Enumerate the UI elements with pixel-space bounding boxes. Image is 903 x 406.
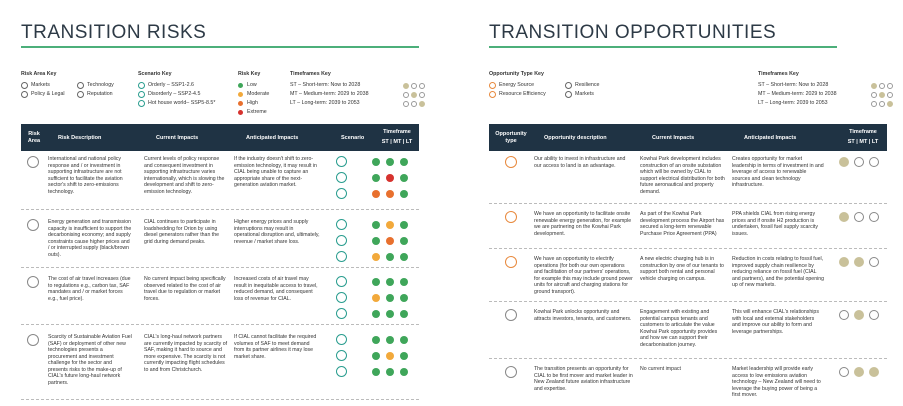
risk-rating-low <box>400 278 408 286</box>
risk-rating-low <box>386 158 394 166</box>
mt-indicator-icon <box>869 92 893 98</box>
scenario-key <box>138 70 233 108</box>
key-label: Disorderly – SSP2-4.5 <box>148 91 201 97</box>
risk-rating-low <box>386 294 394 302</box>
risk-rating-low <box>372 278 380 286</box>
timeframe-indicator <box>869 157 879 167</box>
key-label: MT – Medium-term: 2029 to 2038 <box>758 91 837 97</box>
risk-rating-low <box>400 237 408 245</box>
key-label: Markets <box>31 82 50 88</box>
risk-rating-low <box>386 336 394 344</box>
hothouse-icon <box>336 308 347 319</box>
markets-icon <box>21 82 28 89</box>
col-timeframe: Timeframe <box>383 129 411 135</box>
hothouse-icon <box>336 366 347 377</box>
energy-source-icon <box>505 156 517 168</box>
risk-rating-low <box>372 352 380 360</box>
risk-rating-low <box>372 336 380 344</box>
orderly-icon <box>336 156 347 167</box>
risk-rating-high <box>372 190 380 198</box>
row-current: Current levels of policy response and consequent investment in supporting infrastructure varies internationally, which is slowing the development and shift to zero-emission technology. <box>144 156 225 195</box>
risk-rating-low <box>372 237 380 245</box>
risk-rating-high <box>386 237 394 245</box>
risk-area-key-heading: Risk Area Key <box>21 71 57 77</box>
key-label: Reputation <box>87 91 113 97</box>
risk-rating-low <box>400 253 408 261</box>
row-description: We have an opportunity to facilitate onsite renewable energy generation, for example we are partnering on the Kowhai Park development. <box>534 211 632 237</box>
risk-rating-low <box>372 174 380 182</box>
key-label: Technology <box>87 82 114 88</box>
timeframe-indicator <box>869 310 879 320</box>
transition-risks-page <box>10 0 440 406</box>
col-timeframe: Timeframe <box>849 129 877 135</box>
key-label: Moderate <box>247 91 270 97</box>
key-label: MT – Medium-term: 2029 to 2038 <box>290 91 369 97</box>
risk-rating-moderate <box>386 352 394 360</box>
moderate-dot <box>238 92 243 97</box>
risk-rating-low <box>400 294 408 302</box>
resource-efficiency-icon <box>489 91 496 98</box>
markets-icon <box>565 91 572 98</box>
timeframe-indicator <box>839 157 849 167</box>
col-opportunity-description: Opportunity description <box>544 134 607 141</box>
risk-rating-low <box>386 310 394 318</box>
reputation-icon <box>77 91 84 98</box>
disorderly-icon <box>336 292 347 303</box>
key-label: Orderly – SSP1-2.6 <box>148 82 194 88</box>
orderly-icon <box>336 219 347 230</box>
disorderly-icon <box>138 91 145 98</box>
extreme-dot <box>238 110 243 115</box>
risk-rating-low <box>400 190 408 198</box>
key-label: Hot house world– SSP5-8.5* <box>148 100 216 106</box>
timeframe-indicator <box>839 367 849 377</box>
energy-source-icon <box>505 211 517 223</box>
col-current-impacts: Current Impacts <box>156 134 199 141</box>
timeframe-indicator <box>869 212 879 222</box>
timeframe-indicator <box>839 212 849 222</box>
high-dot <box>238 101 243 106</box>
opportunity-type-key-heading: Opportunity Type Key <box>489 71 544 77</box>
lt-indicator-icon <box>869 101 893 107</box>
timeframe-indicator <box>854 157 864 167</box>
title-divider <box>21 46 419 48</box>
orderly-icon <box>336 334 347 345</box>
risk-key <box>238 70 283 117</box>
row-description: The transition presents an opportunity for CIAL to be first mover and market leader in New Zealand future aviation infrastructure and expertise. <box>534 366 633 392</box>
row-current: CIAL's long-haul network partners are currently impacted by scarcity of SAF, making it hard to source and more expensive. The scarcity is not currently impacting flight schedules to and from Christchurch. <box>144 334 228 373</box>
risk-rating-low <box>400 174 408 182</box>
title-divider <box>489 46 837 48</box>
technology-icon <box>27 219 39 231</box>
row-current: Kowhai Park development includes construction of an onsite substation which will be owned by CIAL to support electrical distribution for both future aeronautical and property demand. <box>640 156 725 195</box>
row-current: A new electric charging hub is in construction by one of our tenants to support both rental and personal vehicle charging on campus. <box>640 256 724 282</box>
row-anticipated: Increased costs of air travel may result in inequitable access to travel, reduced demand, and consequent loss of revenue for CIAL. <box>234 276 318 302</box>
key-label: LT – Long-term: 2039 to 2053 <box>290 100 360 106</box>
disorderly-icon <box>336 235 347 246</box>
transition-opportunities-page <box>478 0 903 406</box>
key-label: Energy Source <box>499 82 535 88</box>
opportunities-table-header <box>489 124 887 151</box>
low-dot <box>238 83 243 88</box>
timeframe-indicator <box>854 310 864 320</box>
technology-icon <box>27 334 39 346</box>
risk-rating-low <box>400 158 408 166</box>
key-label: Extreme <box>247 109 267 115</box>
risk-rating-low <box>372 158 380 166</box>
risk-rating-low <box>400 221 408 229</box>
risk-rating-low <box>386 253 394 261</box>
risk-rating-moderate <box>386 221 394 229</box>
col-timeframe-sub: ST | MT | LT <box>847 139 879 145</box>
row-anticipated: Market leadership will provide early access to low emissions aviation technology – New Zealand will need to leverage the buying power of being a first mover. <box>732 366 821 398</box>
risks-table-header <box>21 124 419 151</box>
risk-rating-low <box>372 368 380 376</box>
timeframes-key <box>290 70 425 108</box>
risk-rating-low <box>372 221 380 229</box>
row-anticipated: Creates opportunity for market leadership in terms of investment in and leverage of access to renewable sources and clean technology infrastructure. <box>732 156 824 188</box>
timeframe-indicator <box>854 367 864 377</box>
row-anticipated: If CIAL cannot facilitate the required volumes of SAF to meet demand from its partner airlines it may lose market share. <box>234 334 317 360</box>
row-current: As part of the Kowhai Park development process the Airport has secured a long-term renewable Purchase Price Agreement (PPA) <box>640 211 725 237</box>
markets-icon <box>505 366 517 378</box>
risk-area-key <box>21 70 131 99</box>
disorderly-icon <box>336 350 347 361</box>
key-label: Low <box>247 82 257 88</box>
key-label: ST – Short-term: Now to 2028 <box>290 82 361 88</box>
opportunity-type-key <box>489 70 639 99</box>
row-description: We have an opportunity to electrify operations (for both our own operations and facilitation of our partners' operations, for example this may include ground power units for aircraft and charging stations for ground transport). <box>534 256 633 295</box>
hothouse-icon <box>336 188 347 199</box>
disorderly-icon <box>336 172 347 183</box>
col-scenario: Scenario <box>341 134 365 141</box>
row-description: Scarcity of Sustainable Aviation Fuel (SAF) or deployment of other new technologies presents a procurement and investment challenge for the sector and presents risks to the make-up of CIAL's future long-haul network partners. <box>48 334 132 386</box>
policy-legal-icon <box>27 156 39 168</box>
timeframe-indicator <box>839 257 849 267</box>
key-label: Markets <box>575 91 594 97</box>
orderly-icon <box>138 82 145 89</box>
col-opportunity-type: Opportunity type <box>495 130 527 144</box>
key-label: High <box>247 100 258 106</box>
timeframes-key-heading: Timeframes Key <box>290 71 331 77</box>
risk-rating-low <box>386 368 394 376</box>
row-current: No current impact being specifically observed related to the cost of air travel due to regulation or market forces. <box>144 276 226 302</box>
st-indicator-icon <box>401 83 425 89</box>
risk-rating-extreme <box>386 174 394 182</box>
col-risk-description: Risk Description <box>58 134 102 141</box>
key-label: Policy & Legal <box>31 91 65 97</box>
lt-indicator-icon <box>401 101 425 107</box>
risk-key-heading: Risk Key <box>238 71 261 77</box>
resource-efficiency-icon <box>505 256 517 268</box>
timeframes-key <box>758 70 893 108</box>
risk-rating-low <box>400 310 408 318</box>
scenario-key-heading: Scenario Key <box>138 71 172 77</box>
mt-indicator-icon <box>401 92 425 98</box>
row-description: International and national policy response and / or investment in supporting infrastructure are not sufficient to facilitate the aviation sector's shift to zero-emissions technology. <box>48 156 123 195</box>
key-label: Resource Efficiency <box>499 91 546 97</box>
risk-rating-low <box>372 310 380 318</box>
key-label: LT – Long-term: 2039 to 2053 <box>758 100 828 106</box>
risk-rating-high <box>386 190 394 198</box>
markets-icon <box>505 309 517 321</box>
col-current-impacts: Current Impacts <box>652 134 695 141</box>
risk-rating-low <box>400 368 408 376</box>
timeframe-indicator <box>854 212 864 222</box>
orderly-icon <box>336 276 347 287</box>
row-current: No current impact <box>640 366 681 372</box>
timeframe-indicator <box>869 367 879 377</box>
risk-rating-low <box>400 352 408 360</box>
timeframe-indicator <box>869 257 879 267</box>
policy-legal-icon <box>21 91 28 98</box>
row-anticipated: If the industry doesn't shift to zero-emission technology, it may result in CIAL being unable to capture an appropriate share of the next-generation aviation market. <box>234 156 317 188</box>
row-anticipated: PPA shields CIAL from rising energy prices and if onsite H2 production is undertaken, fossil fuel supply scarcity issues. <box>732 211 818 237</box>
technology-icon <box>77 82 84 89</box>
page-title: TRANSITION OPPORTUNITIES <box>489 22 777 43</box>
row-anticipated: Reduction in costs relating to fossil fuel, improved supply chain resilience by reducing reliance on fossil fuel (CIAL and partners), and the potential opening up of new markets. <box>732 256 824 288</box>
row-anticipated: This will enhance CIAL's relationships with local and external stakeholders and improve our ability to form and leverage partnerships. <box>732 309 819 335</box>
row-anticipated: Higher energy prices and supply interruptions may result in operational disruption and, ultimately, revenue / market share loss. <box>234 219 320 245</box>
risk-rating-moderate <box>372 294 380 302</box>
timeframes-key-heading: Timeframes Key <box>758 71 799 77</box>
row-description: The cost of air travel increases (due to regulations e.g., carbon tax, SAF mandates and / or market forces e.g., fuel price). <box>48 276 131 302</box>
markets-icon <box>27 276 39 288</box>
row-description: Kowhai Park unlocks opportunity and attracts investors, tenants, and customers. <box>534 309 632 322</box>
resilience-icon <box>565 82 572 89</box>
row-current: Engagement with existing and potential campus tenants and customers to articulate the value Kowhai Park opportunity provides and how we can support their decarbonisation journey. <box>640 309 718 348</box>
risk-rating-low <box>400 336 408 344</box>
col-risk-area: Risk Area <box>27 130 41 144</box>
col-anticipated-impacts: Anticipated Impacts <box>744 134 797 141</box>
key-label: ST – Short-term: Now to 2028 <box>758 82 829 88</box>
row-description: Our ability to invest in infrastructure and our access to land is an advantage. <box>534 156 626 169</box>
hothouse-icon <box>336 251 347 262</box>
risk-rating-low <box>386 278 394 286</box>
timeframe-indicator <box>854 257 864 267</box>
energy-source-icon <box>489 82 496 89</box>
risk-rating-moderate <box>372 253 380 261</box>
page-title: TRANSITION RISKS <box>21 22 207 43</box>
hothouse-icon <box>138 100 145 107</box>
col-timeframe-sub: ST | MT | LT <box>381 139 413 145</box>
row-description: Energy generation and transmission capacity is insufficient to support the decarbonising economy; and supply constraints cause higher prices and / or interrupted supply (black/brown outs). <box>48 219 132 258</box>
key-label: Resilience <box>575 82 600 88</box>
row-current: CIAL continues to participate in loadshedding for Orion by using diesel generators rather than the grid during demand peaks. <box>144 219 219 245</box>
st-indicator-icon <box>869 83 893 89</box>
col-anticipated-impacts: Anticipated Impacts <box>246 134 299 141</box>
timeframe-indicator <box>839 310 849 320</box>
